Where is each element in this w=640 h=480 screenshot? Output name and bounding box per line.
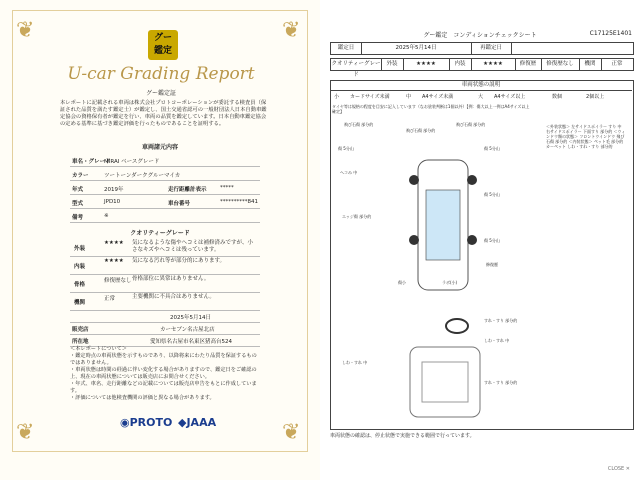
note-line: ・評価については他検査機関の評価と異なる場合があります。 — [70, 395, 215, 401]
header-value — [511, 43, 633, 54]
seller-name: カーセブン名古屋北店 — [160, 327, 215, 333]
condition-sheet — [320, 0, 640, 480]
vehicle-row — [70, 182, 260, 195]
legend-item: 中 — [406, 94, 412, 100]
condition-notes: ＜外装状態＞ 左サイドスポイラー すり 中 右サイドスポイラー 下面すり 部分的 ＜ウィンドウ類の状態＞ フロントウインドウ 飛び石傷 部分的 ＜内装状態＞ ペット毛 部分的 カーペット しわ・すれ・すり 部分的 — [546, 124, 626, 149]
badge-mid: 鑑定 — [153, 46, 172, 56]
damage-label: 傷 5分山 — [484, 146, 500, 151]
jaaa-logo: ◆JAAA — [178, 416, 217, 429]
section-vehicle: 車両諸元内容 — [141, 144, 178, 151]
damage-label: ヘコみ 中 — [340, 170, 358, 175]
ornament-icon: ❦ — [282, 420, 301, 445]
steering-wheel-icon — [444, 316, 470, 336]
damage-label: 飛び石傷 部分的 — [406, 128, 436, 133]
proto-text: PROTO — [129, 416, 173, 429]
quality-row — [70, 256, 260, 275]
vehicle-row — [70, 168, 260, 181]
row-label: 車名・グレード — [72, 159, 111, 165]
row-value: 2019年 — [104, 187, 124, 193]
quality-text: 骨格部位に異常はありません。 — [132, 276, 210, 282]
row-value: JPD10 — [104, 199, 121, 205]
header-row-2 — [330, 58, 634, 78]
grading-subtitle: グー鑑定証 — [145, 90, 176, 97]
row-value: ※ — [104, 213, 109, 219]
grading-title: U-car Grading Report — [67, 64, 255, 84]
legend-item: A4サイズ未満 — [422, 94, 454, 100]
header-value: ★★★★ — [471, 59, 516, 70]
damage-label: 傷 5分山 — [484, 192, 500, 197]
quality-label: 外装 — [74, 246, 86, 252]
quality-score: ★★★★ — [104, 258, 124, 264]
quality-row — [70, 238, 260, 257]
ornament-icon: ❦ — [282, 18, 301, 43]
header-label: 機関 — [579, 59, 602, 70]
sheet-code: C17125E1401 — [589, 30, 632, 37]
car-diagram-top — [398, 150, 488, 300]
ornament-icon: ❦ — [16, 18, 35, 43]
note-line: ・車両状態は時間の経過に伴い変化する場合がありますので、鑑定日をご確認の上、現在の車両状態については販売店にお問合せください。 — [70, 367, 257, 380]
row-label: 型式 — [72, 201, 84, 207]
quality-score: 修復歴なし — [104, 278, 132, 284]
proto-logo: ◉PROTO — [120, 416, 173, 429]
header-label: 再鑑定日 — [471, 43, 512, 54]
damage-label: すれ・すり 部分的 — [484, 380, 518, 385]
legend-note: タイヤ等は規格の程度を目安に記入しています（なお塗装判断は1個以外）【例：傷大以上一例はA4サイズ以上確定】 — [332, 104, 530, 114]
header-label: 鑑定日 — [331, 43, 362, 54]
damage-label: すれ・すり 部分的 — [484, 318, 518, 323]
jaaa-text: JAAA — [186, 416, 217, 429]
row-value: ***** — [220, 185, 234, 191]
row-label: 走行距離計表示 — [168, 187, 207, 193]
legend-item: 2個以上 — [586, 94, 605, 100]
quality-label: 内装 — [74, 264, 86, 270]
quality-text: 主要機関に不具合はありません。 — [132, 294, 215, 300]
quality-score: ★★★★ — [104, 240, 124, 246]
quality-label: 機関 — [74, 300, 86, 306]
cert-date: 2025年5月14日 — [170, 315, 211, 321]
header-value: 修復歴なし — [541, 59, 580, 70]
goo-kantei-badge — [148, 30, 178, 60]
row-value: MIRAI ベースグレード — [104, 159, 160, 165]
damage-label: エッジ傷 部分的 — [342, 214, 372, 219]
quality-text: 気になるような傷やヘコミは補修済みですが、小さなキズやヘコミは残っています。 — [132, 240, 254, 253]
damage-label: 傷 5分山 — [484, 238, 500, 243]
address-label: 所在地 — [72, 339, 89, 345]
header-value: 2025年5月14日 — [361, 43, 472, 54]
header-label: 修復歴 — [515, 59, 542, 70]
row-label: カラー — [72, 173, 89, 179]
sheet-footnote: 車両状態の確認は、停止状態で実施できる範囲で行っています。 — [330, 433, 475, 439]
header-label: クオリティーグレード — [331, 61, 381, 78]
header-value: 正常 — [611, 61, 623, 67]
note-line: ＜本レポートについて＞ — [70, 346, 127, 352]
damage-label: ラボ(小) — [442, 280, 458, 285]
damage-label: 傷小 — [398, 280, 406, 285]
legend-item: 数個 — [552, 94, 563, 100]
header-label: 内装 — [449, 59, 472, 70]
notes-block — [70, 346, 260, 402]
ornament-icon: ❦ — [16, 420, 35, 445]
damage-label: しわ・すれ 中 — [484, 338, 510, 343]
header-value: ★★★★ — [403, 59, 450, 70]
header-row-1 — [330, 42, 634, 55]
note-line: ・年式、車名、走行距離などの記載については販売店申告をもとに作成しています。 — [70, 381, 257, 394]
quality-row — [70, 292, 260, 311]
vehicle-row — [70, 210, 260, 223]
row-value: **********841 — [220, 199, 258, 205]
section-quality: クオリティーグレード — [130, 230, 190, 237]
legend-item: 小 — [334, 94, 340, 100]
quality-score: 正常 — [104, 296, 116, 302]
seller-label: 販売店 — [72, 327, 89, 333]
damage-label: 傷 5分山 — [338, 146, 354, 151]
address-value: 愛知県名古屋市名東区猪高台524 — [150, 339, 232, 345]
quality-row — [70, 274, 260, 293]
legend-item: 大 — [478, 94, 484, 100]
condition-title: 車両状態の説明 — [330, 80, 632, 91]
damage-label: 飛び石傷 部分的 — [456, 122, 486, 127]
legend-item: A4サイズ以上 — [494, 94, 526, 100]
close-button[interactable]: CLOSE ✕ — [607, 466, 630, 472]
vehicle-row — [70, 154, 260, 167]
sheet-title: グー鑑定 コンディションチェックシート — [423, 32, 537, 39]
legend — [330, 92, 632, 102]
damage-label: 修復歴 — [486, 262, 498, 267]
row-value: ツートーンダークグルーマイカ — [104, 173, 181, 179]
quality-label: 骨格 — [74, 282, 86, 288]
damage-label: しわ・すれ 中 — [342, 360, 368, 365]
row-label: 年式 — [72, 187, 84, 193]
legend-item: カードサイズ未満 — [350, 94, 390, 100]
car-diagram-interior — [400, 342, 490, 422]
vehicle-row — [70, 196, 260, 209]
badge-top: グー — [153, 33, 172, 43]
header-label: 外装 — [381, 59, 404, 70]
quality-text: 気になる汚れ等が部分的にあります。 — [132, 258, 226, 264]
row-label: 車台番号 — [168, 201, 191, 207]
row-label: 備考 — [72, 215, 84, 221]
intro-text: 本レポートに記載される車両は株式会社プロトコーポレーションが委託する検査員（保証された品質を満たす鑑定士）が鑑定し、国土交通省認可の一般財団法人日本自動車鑑定協会の資格保有者が鑑定を行い、車両の品質を鑑定しています。日本自動車鑑定協会の定める基準に基づき鑑定評価を行ったものであることを証明する。 — [60, 100, 267, 127]
note-line: ・鑑定時点の車両状態を示すものであり、以降将来にわたり品質を保証するものではありません。 — [70, 353, 257, 366]
damage-label: 飛び石傷 部分的 — [344, 122, 374, 127]
